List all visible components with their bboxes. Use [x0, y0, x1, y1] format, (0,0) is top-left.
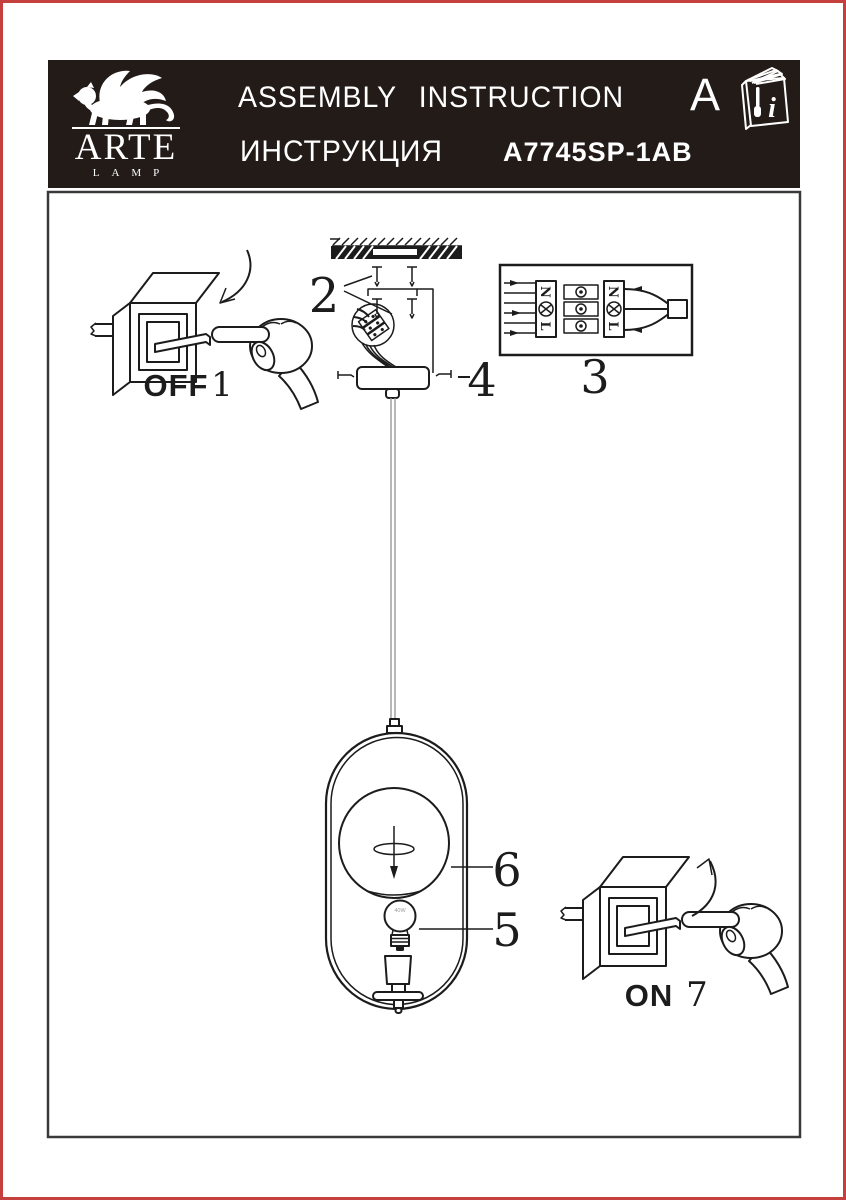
info-i-glyph: i — [768, 93, 776, 124]
pendant-cable — [391, 398, 395, 719]
supply-wires — [504, 283, 536, 333]
canopy — [338, 367, 451, 398]
bulb-wattage: 40W — [394, 908, 406, 914]
step1-off-switch — [91, 250, 318, 409]
pendant-lamp — [326, 719, 522, 1013]
step3-terminal-block — [500, 265, 692, 404]
on-label: ON — [624, 978, 674, 1013]
logo-word: LAMP — [92, 166, 172, 179]
title-russian: ИНСТРУКЦИЯ — [240, 135, 443, 168]
cord-grip — [386, 389, 399, 398]
terminal-connectors — [564, 285, 598, 333]
logo-brand: ARTE — [74, 127, 178, 168]
ceiling — [330, 238, 462, 259]
label4-connector — [417, 289, 433, 373]
terminal-n-left: N — [537, 286, 552, 298]
light-bulb — [385, 901, 416, 952]
step7-on-switch — [561, 857, 788, 1015]
step2-ceiling-mount — [309, 238, 497, 719]
step-number-6: 6 — [492, 843, 522, 897]
step-number-7: 7 — [686, 975, 708, 1015]
section-letter: A — [690, 69, 721, 120]
fixture-wires — [624, 289, 671, 330]
fixture-cable-end — [668, 300, 687, 318]
canopy-screw-left — [338, 371, 354, 379]
lamp-socket — [373, 956, 423, 1013]
terminal-n-right: N — [605, 286, 620, 298]
flip-up-arrow — [692, 861, 716, 916]
switch-box — [561, 857, 689, 979]
model-number: A7745SP-1AB — [503, 137, 693, 167]
terminal-l-left: L — [537, 321, 552, 331]
step-number-1: 1 — [211, 365, 233, 405]
step-number-5: 5 — [492, 903, 522, 957]
wires-to-canopy — [362, 343, 396, 367]
step-number-2: 2 — [308, 268, 340, 324]
terminal-strip-right — [604, 281, 624, 337]
step-number-3: 3 — [580, 350, 610, 404]
title-english: ASSEMBLY INSTRUCTION — [238, 81, 624, 114]
arrowhead — [697, 859, 712, 875]
step-number-4: 4 — [467, 353, 497, 407]
off-label: OFF — [143, 368, 209, 403]
terminal-l-right: L — [605, 321, 620, 331]
flip-down-arrow — [222, 250, 250, 302]
canopy-screw-right — [436, 370, 451, 378]
terminal-strip-left — [536, 281, 556, 337]
